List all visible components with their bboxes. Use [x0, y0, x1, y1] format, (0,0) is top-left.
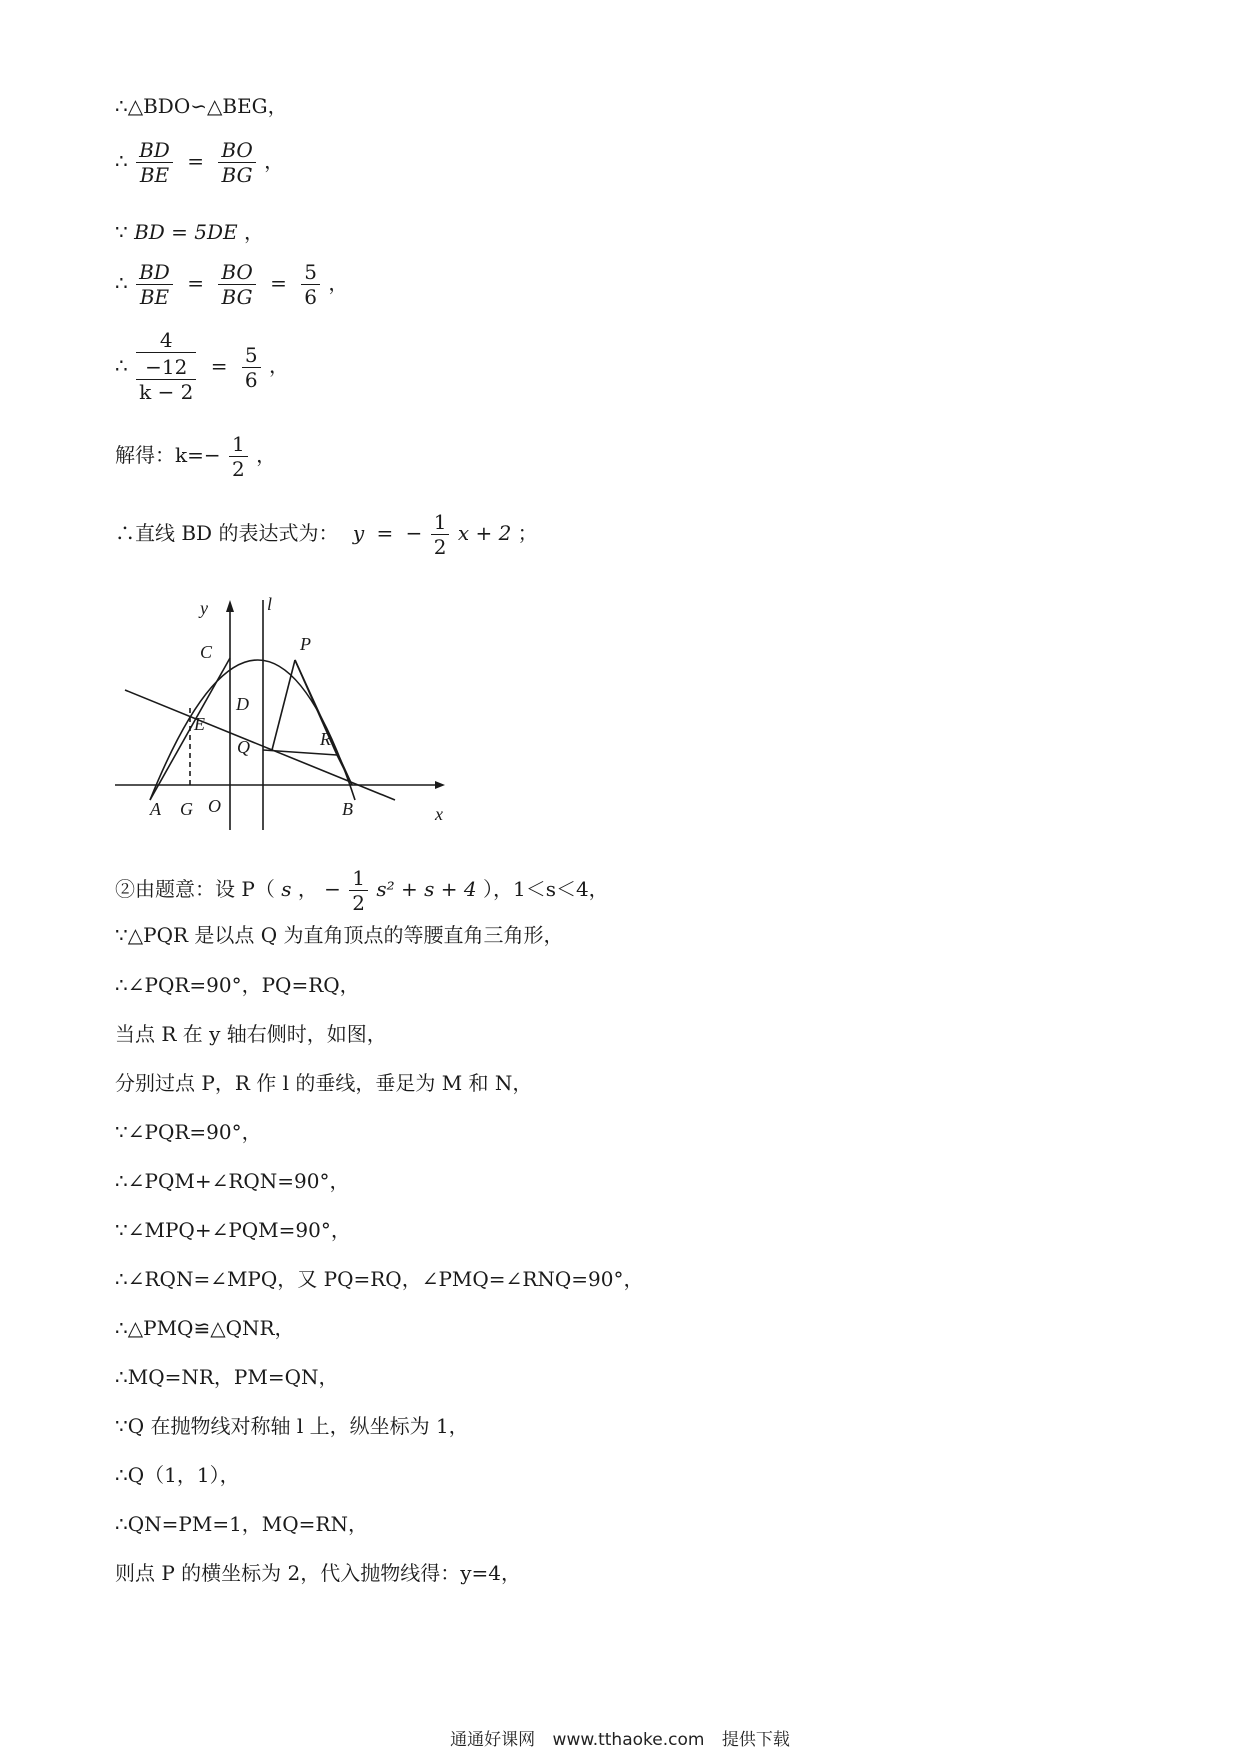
label-x: x	[435, 804, 443, 824]
line-10: ∴∠PQR=90°，PQ=RQ，	[115, 973, 360, 997]
bd-equals-5de: BD = 5DE	[134, 220, 238, 244]
label-c: C	[200, 642, 213, 662]
line-22: 则点 P 的横坐标为 2，代入抛物线得：y=4，	[115, 1561, 522, 1585]
label-l: l	[267, 594, 273, 614]
label-r: R	[320, 729, 331, 749]
segment-pq	[272, 660, 295, 750]
label-b: B	[342, 799, 353, 819]
line-8: ②由题意：设 P（ s ， − $\frac{1}{2}$ s² + s + 4 ），1＜s＜4，	[115, 866, 609, 915]
line-6: 解得：k=− $\frac{1}{2}$ ，	[115, 432, 277, 481]
line-5: ∴ $\frac{4}{\frac{-12}{k - 2}}$ = $\frac{5}{6}$ ，	[115, 328, 289, 404]
inner-fraction: $\frac{-12}{k - 2}$	[136, 355, 196, 404]
label-g: G	[180, 799, 193, 819]
line-15: ∵∠MPQ+∠PQM=90°，	[115, 1218, 351, 1242]
segment-rb	[337, 755, 352, 785]
label-o: O	[208, 796, 221, 816]
line-20: ∴Q（1，1），	[115, 1463, 240, 1487]
line-12: 分别过点 P，R 作 l 的垂线，垂足为 M 和 N，	[115, 1071, 533, 1095]
label-e: E	[194, 714, 205, 734]
geometry-diagram	[110, 590, 450, 830]
line-9: ∵△PQR 是以点 Q 为直角顶点的等腰直角三角形，	[115, 923, 564, 947]
line-14: ∴∠PQM+∠RQN=90°，	[115, 1169, 350, 1193]
line-1-text: ∴△BDO∽△BEG，	[115, 94, 288, 118]
compound-fraction: $\frac{4}{\frac{-12}{k - 2}}$	[136, 328, 196, 406]
line-18: ∴MQ=NR，PM=QN，	[115, 1365, 339, 1389]
footer-suffix: 提供下载	[721, 1730, 790, 1750]
page-footer	[0, 1725, 1240, 1750]
fraction-bo-bg-2: $\frac{BO}{BG}$	[218, 260, 255, 309]
x-axis-arrow	[435, 781, 445, 789]
therefore-symbol: ∴	[115, 149, 128, 173]
fraction-one-half-b: $\frac{1}{2}$	[431, 510, 450, 559]
line-4: ∴ $\frac{BD}{BE}$ = $\frac{BO}{BG}$ = $\frac{5}{6}$ ，	[115, 260, 349, 309]
fraction-5-6: $\frac{5}{6}$	[301, 260, 320, 309]
y-axis-arrow	[226, 600, 234, 612]
fraction-one-half: $\frac{1}{2}$	[229, 432, 248, 481]
fraction-5-6-b: $\frac{5}{6}$	[242, 343, 261, 392]
line-11: 当点 R 在 y 轴右侧时，如图，	[115, 1022, 387, 1046]
line-3: ∵ BD = 5DE ，	[115, 220, 265, 244]
fraction-bd-be-2: $\frac{BD}{BE}$	[136, 260, 173, 309]
line-2: ∴ $\frac{BD}{BE}$ = $\frac{BO}{BG}$ ，	[115, 138, 285, 187]
line-16: ∴∠RQN=∠MPQ，又 PQ=RQ，∠PMQ=∠RNQ=90°，	[115, 1267, 644, 1291]
label-p: P	[300, 634, 311, 654]
line-bd	[125, 690, 395, 800]
equals-sign: =	[187, 149, 204, 173]
line-19: ∵Q 在抛物线对称轴 l 上，纵坐标为 1，	[115, 1414, 469, 1438]
because-symbol: ∵	[115, 220, 128, 244]
fraction-bd-be: $\frac{BD}{BE}$	[136, 138, 173, 187]
line-21: ∴QN=PM=1，MQ=RN，	[115, 1512, 368, 1536]
solve-k-text: 解得：k=−	[115, 443, 221, 467]
label-d: D	[236, 694, 249, 714]
line-bd-expression-label: ∴直线 BD 的表达式为：	[115, 521, 339, 545]
label-y: y	[200, 598, 208, 618]
line-1	[115, 96, 288, 116]
line-17: ∴△PMQ≌△QNR，	[115, 1316, 295, 1340]
footer-url[interactable]: www.tthaoke.com	[552, 1730, 705, 1750]
label-q: Q	[237, 737, 250, 757]
fraction-one-half-c: $\frac{1}{2}$	[349, 866, 368, 915]
footer-site-name: 通通好课网	[450, 1730, 536, 1750]
fraction-bo-bg: $\frac{BO}{BG}$	[218, 138, 255, 187]
line-13: ∵∠PQR=90°，	[115, 1120, 262, 1144]
label-a: A	[150, 799, 161, 819]
line-7: ∴直线 BD 的表达式为： y = − $\frac{1}{2}$ x + 2 ；	[115, 510, 538, 559]
parabola-figure	[110, 590, 450, 830]
segment-qr	[263, 750, 337, 755]
